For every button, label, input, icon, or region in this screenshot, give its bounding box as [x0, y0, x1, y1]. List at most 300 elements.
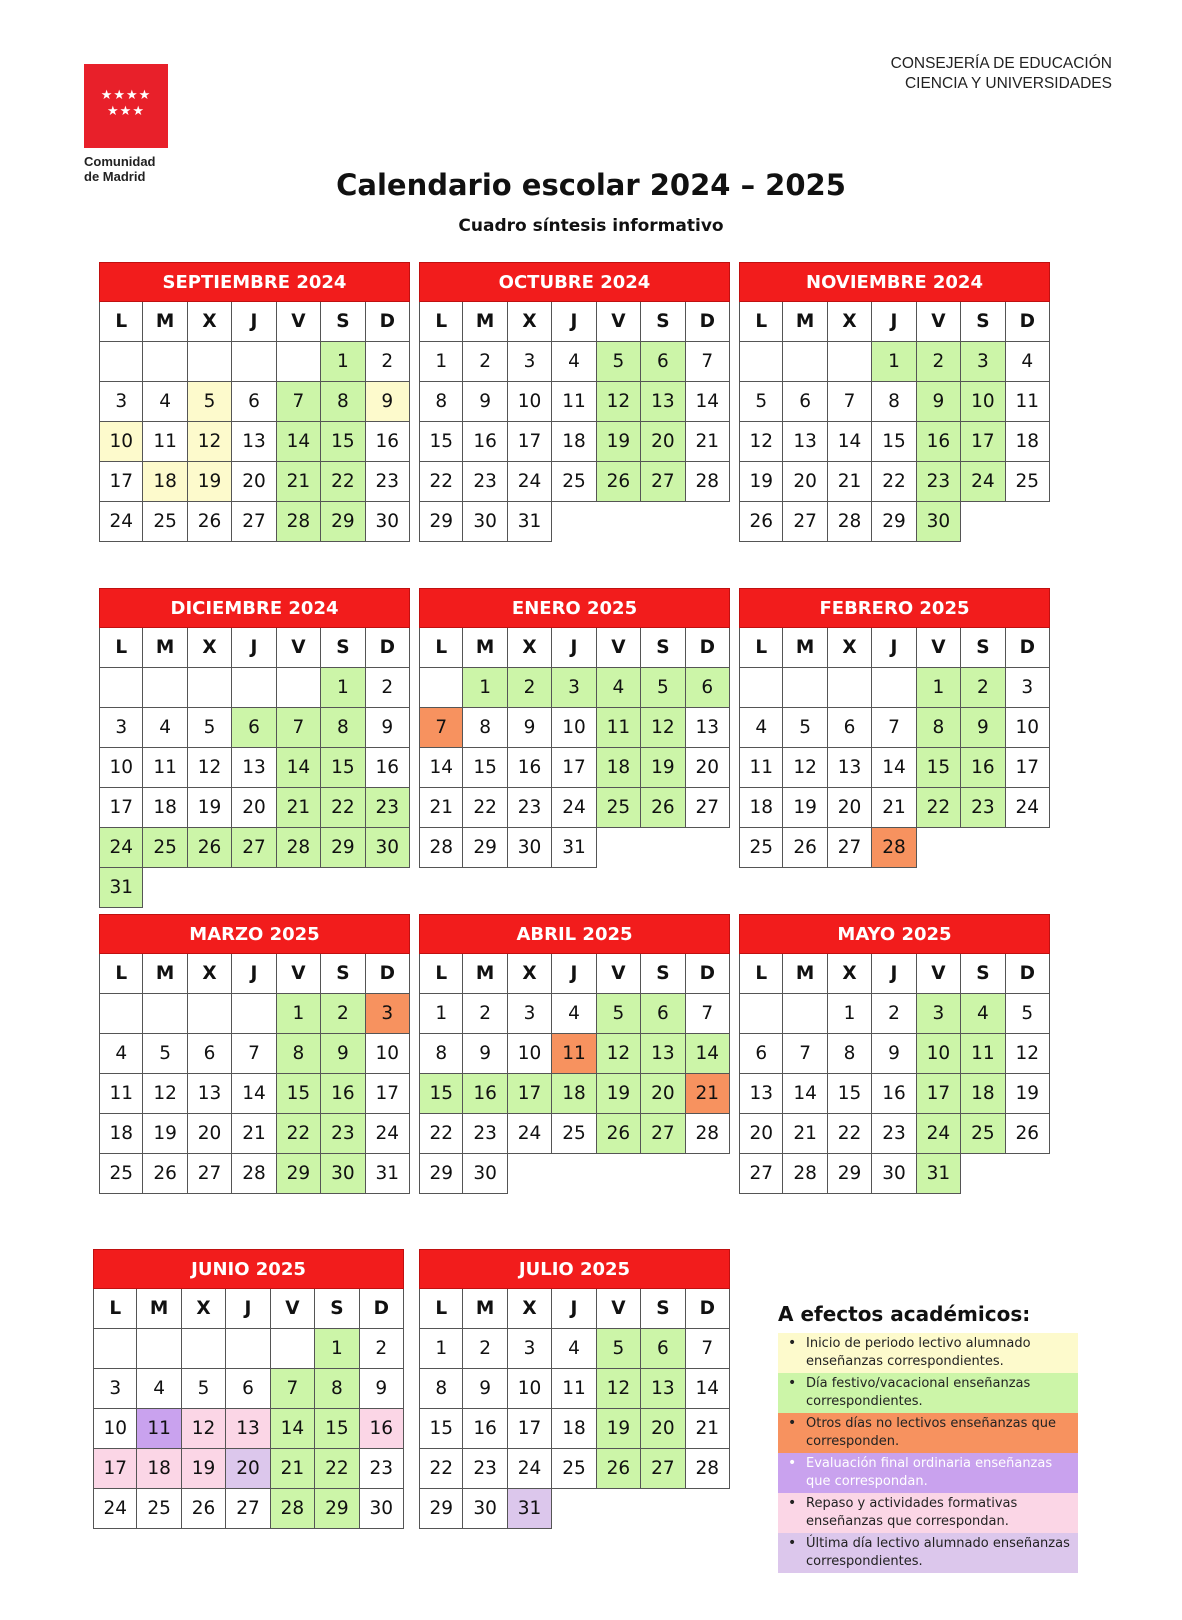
calendar-day: 28 [271, 1489, 315, 1529]
calendar-day: 16 [360, 1409, 404, 1449]
calendar-day: 31 [508, 502, 552, 542]
month-title: SEPTIEMBRE 2024 [99, 262, 410, 302]
calendar-day: 28 [277, 502, 321, 542]
calendar-day: 15 [419, 1409, 463, 1449]
calendar-day: 23 [508, 788, 552, 828]
calendar-day: 4 [961, 994, 1005, 1034]
calendar-day: 12 [143, 1074, 187, 1114]
calendar-day: 15 [321, 748, 365, 788]
calendar-day: 2 [508, 668, 552, 708]
weekday-header: S [641, 302, 685, 342]
calendar-day: 21 [783, 1114, 827, 1154]
page-title: Calendario escolar 2024 – 2025 [336, 168, 846, 202]
calendar-day: 9 [508, 708, 552, 748]
calendar-day: 10 [508, 1369, 552, 1409]
calendar-day: 26 [143, 1154, 187, 1194]
calendar-day: 12 [597, 1034, 641, 1074]
calendar-day: 25 [552, 1449, 596, 1489]
calendar-day: 1 [872, 342, 916, 382]
calendar-day: 8 [321, 708, 365, 748]
empty-cell [739, 342, 783, 382]
month-enero-2025 [419, 588, 730, 868]
calendar-day: 13 [641, 1369, 685, 1409]
calendar-day: 11 [143, 748, 187, 788]
calendar-day: 12 [188, 748, 232, 788]
empty-cell [552, 502, 596, 542]
weekday-header: L [419, 954, 463, 994]
legend-item-inicio: • Inicio de periodo lectivo alumnado enseñanzas correspondientes. [778, 1333, 1078, 1373]
calendar-day: 6 [232, 382, 276, 422]
calendar-day: 14 [232, 1074, 276, 1114]
calendar-day: 6 [232, 708, 276, 748]
calendar-day: 9 [463, 1034, 507, 1074]
calendar-day: 24 [99, 828, 143, 868]
calendar-day: 20 [783, 462, 827, 502]
month-abril-2025 [419, 914, 730, 1194]
calendar-day: 4 [1006, 342, 1050, 382]
weekday-header: M [463, 954, 507, 994]
weekday-header: J [226, 1289, 270, 1329]
calendar-day: 25 [961, 1114, 1005, 1154]
weekday-header: D [1006, 954, 1050, 994]
weekday-header: J [552, 302, 596, 342]
month-grid [419, 628, 730, 868]
calendar-day: 22 [872, 462, 916, 502]
weekday-header: L [419, 1289, 463, 1329]
calendar-day: 22 [419, 462, 463, 502]
calendar-day: 27 [686, 788, 730, 828]
calendar-day: 22 [463, 788, 507, 828]
calendar-day: 5 [182, 1369, 226, 1409]
calendar-day: 8 [277, 1034, 321, 1074]
calendar-day: 11 [99, 1074, 143, 1114]
calendar-day: 27 [739, 1154, 783, 1194]
calendar-day: 18 [961, 1074, 1005, 1114]
calendar-day: 25 [597, 788, 641, 828]
weekday-header: V [597, 1289, 641, 1329]
month-diciembre-2024 [99, 588, 410, 908]
calendar-day: 8 [872, 382, 916, 422]
calendar-day: 25 [99, 1154, 143, 1194]
calendar-day: 1 [917, 668, 961, 708]
calendar-day: 23 [463, 1449, 507, 1489]
logo-text-line2: de Madrid [84, 169, 146, 184]
calendar-day: 29 [419, 1489, 463, 1529]
empty-cell [641, 1489, 685, 1529]
calendar-day: 5 [1006, 994, 1050, 1034]
weekday-header: M [783, 628, 827, 668]
empty-cell [552, 1489, 596, 1529]
calendar-day: 12 [597, 1369, 641, 1409]
calendar-day: 22 [277, 1114, 321, 1154]
weekday-header: S [641, 1289, 685, 1329]
calendar-day: 1 [419, 342, 463, 382]
calendar-day: 14 [783, 1074, 827, 1114]
calendar-day: 21 [686, 422, 730, 462]
page-subtitle: Cuadro síntesis informativo [458, 216, 724, 236]
calendar-day: 21 [686, 1074, 730, 1114]
weekday-header: J [872, 302, 916, 342]
empty-cell [143, 668, 187, 708]
calendar-day: 27 [226, 1489, 270, 1529]
empty-cell [552, 1154, 596, 1194]
weekday-header: M [463, 1289, 507, 1329]
weekday-header: L [739, 954, 783, 994]
calendar-day: 9 [872, 1034, 916, 1074]
calendar-day: 14 [419, 748, 463, 788]
calendar-day: 5 [188, 708, 232, 748]
calendar-day: 28 [232, 1154, 276, 1194]
calendar-day: 24 [508, 462, 552, 502]
month-noviembre-2024 [739, 262, 1050, 542]
month-title: ABRIL 2025 [419, 914, 730, 954]
month-grid [99, 302, 410, 542]
calendar-day: 23 [360, 1449, 404, 1489]
calendar-day: 2 [463, 994, 507, 1034]
calendar-day: 17 [961, 422, 1005, 462]
calendar-day: 30 [917, 502, 961, 542]
calendar-day: 2 [360, 1329, 404, 1369]
calendar-day: 10 [917, 1034, 961, 1074]
weekday-header: D [686, 1289, 730, 1329]
calendar-day: 21 [828, 462, 872, 502]
calendar-day: 11 [961, 1034, 1005, 1074]
calendar-day: 16 [463, 422, 507, 462]
month-grid [93, 1289, 404, 1529]
empty-cell [419, 668, 463, 708]
empty-cell [232, 994, 276, 1034]
empty-cell [226, 1329, 270, 1369]
empty-cell [99, 342, 143, 382]
weekday-header: L [739, 302, 783, 342]
calendar-day: 19 [182, 1449, 226, 1489]
calendar-day: 21 [277, 462, 321, 502]
empty-cell [366, 868, 410, 908]
calendar-day: 22 [315, 1449, 359, 1489]
weekday-header: X [508, 1289, 552, 1329]
weekday-header: J [232, 954, 276, 994]
calendar-day: 8 [321, 382, 365, 422]
calendar-day: 30 [463, 1489, 507, 1529]
weekday-header: J [552, 954, 596, 994]
calendar-day: 20 [828, 788, 872, 828]
calendar-day: 1 [321, 668, 365, 708]
calendar-day: 3 [93, 1369, 137, 1409]
calendar-day: 18 [739, 788, 783, 828]
calendar-day: 24 [99, 502, 143, 542]
calendar-day: 7 [686, 994, 730, 1034]
weekday-header: S [321, 628, 365, 668]
calendar-day: 15 [419, 1074, 463, 1114]
calendar-day: 29 [872, 502, 916, 542]
empty-cell [188, 342, 232, 382]
weekday-header: J [552, 1289, 596, 1329]
calendar-day: 11 [552, 1034, 596, 1074]
calendar-day: 4 [137, 1369, 181, 1409]
month-marzo-2025 [99, 914, 410, 1194]
calendar-day: 25 [137, 1489, 181, 1529]
empty-cell [277, 868, 321, 908]
calendar-day: 8 [917, 708, 961, 748]
calendar-day: 18 [597, 748, 641, 788]
calendar-day: 9 [366, 382, 410, 422]
calendar-day: 29 [419, 502, 463, 542]
calendar-day: 23 [917, 462, 961, 502]
calendar-day: 24 [93, 1489, 137, 1529]
calendar-day: 6 [739, 1034, 783, 1074]
calendar-day: 6 [188, 1034, 232, 1074]
calendar-day: 2 [917, 342, 961, 382]
calendar-day: 30 [366, 502, 410, 542]
month-octubre-2024 [419, 262, 730, 542]
empty-cell [641, 828, 685, 868]
empty-cell [686, 828, 730, 868]
calendar-day: 22 [419, 1114, 463, 1154]
weekday-header: S [961, 954, 1005, 994]
calendar-day: 17 [552, 748, 596, 788]
calendar-day: 12 [188, 422, 232, 462]
calendar-day: 18 [1006, 422, 1050, 462]
calendar-day: 21 [271, 1449, 315, 1489]
calendar-day: 10 [552, 708, 596, 748]
calendar-day: 17 [508, 1409, 552, 1449]
calendar-day: 3 [508, 1329, 552, 1369]
month-mayo-2025 [739, 914, 1050, 1194]
calendar-day: 30 [366, 828, 410, 868]
calendar-day: 16 [508, 748, 552, 788]
calendar-day: 21 [277, 788, 321, 828]
calendar-day: 20 [188, 1114, 232, 1154]
calendar-day: 24 [917, 1114, 961, 1154]
calendar-day: 15 [463, 748, 507, 788]
empty-cell [783, 668, 827, 708]
calendar-day: 2 [321, 994, 365, 1034]
calendar-day: 2 [961, 668, 1005, 708]
calendar-day: 1 [321, 342, 365, 382]
calendar-day: 4 [552, 342, 596, 382]
weekday-header: V [597, 954, 641, 994]
month-septiembre-2024 [99, 262, 410, 542]
department-line1: CONSEJERÍA DE EDUCACIÓN [890, 55, 1112, 72]
empty-cell [828, 342, 872, 382]
calendar-day: 22 [321, 788, 365, 828]
legend-item-evaluacion: • Evaluación final ordinaria enseñanzas que correspondan. [778, 1453, 1078, 1493]
weekday-header: L [419, 302, 463, 342]
calendar-day: 14 [686, 382, 730, 422]
calendar-day: 11 [143, 422, 187, 462]
calendar-day: 5 [641, 668, 685, 708]
calendar-day: 22 [321, 462, 365, 502]
month-grid [419, 1289, 730, 1529]
empty-cell [232, 342, 276, 382]
calendar-day: 7 [686, 1329, 730, 1369]
calendar-day: 26 [1006, 1114, 1050, 1154]
weekday-header: M [143, 628, 187, 668]
empty-cell [188, 994, 232, 1034]
calendar-day: 20 [232, 788, 276, 828]
calendar-day: 5 [597, 342, 641, 382]
calendar-day: 17 [917, 1074, 961, 1114]
calendar-day: 17 [366, 1074, 410, 1114]
weekday-header: M [143, 302, 187, 342]
calendar-day: 6 [226, 1369, 270, 1409]
calendar-day: 29 [277, 1154, 321, 1194]
weekday-header: L [93, 1289, 137, 1329]
calendar-day: 10 [508, 382, 552, 422]
calendar-day: 26 [641, 788, 685, 828]
comunidad-madrid-logo [84, 64, 172, 184]
logo-text-line1: Comunidad [84, 154, 156, 169]
empty-cell [277, 668, 321, 708]
calendar-day: 20 [226, 1449, 270, 1489]
calendar-day: 1 [315, 1329, 359, 1369]
calendar-day: 5 [783, 708, 827, 748]
calendar-day: 14 [872, 748, 916, 788]
calendar-day: 7 [783, 1034, 827, 1074]
calendar-day: 16 [463, 1409, 507, 1449]
weekday-header: V [917, 628, 961, 668]
calendar-day: 28 [872, 828, 916, 868]
calendar-day: 26 [597, 462, 641, 502]
calendar-day: 26 [597, 1449, 641, 1489]
month-title: OCTUBRE 2024 [419, 262, 730, 302]
calendar-day: 8 [828, 1034, 872, 1074]
weekday-header: S [321, 954, 365, 994]
calendar-day: 5 [597, 994, 641, 1034]
calendar-day: 10 [99, 422, 143, 462]
empty-cell [182, 1329, 226, 1369]
calendar-day: 3 [1006, 668, 1050, 708]
calendar-day: 16 [917, 422, 961, 462]
calendar-day: 30 [463, 502, 507, 542]
calendar-day: 19 [143, 1114, 187, 1154]
empty-cell [872, 668, 916, 708]
weekday-header: J [872, 954, 916, 994]
calendar-day: 3 [508, 994, 552, 1034]
calendar-day: 24 [508, 1449, 552, 1489]
weekday-header: L [739, 628, 783, 668]
calendar-day: 23 [366, 788, 410, 828]
weekday-header: J [232, 302, 276, 342]
calendar-day: 19 [597, 1074, 641, 1114]
calendar-day: 13 [232, 748, 276, 788]
legend-item-repaso: • Repaso y actividades formativas enseñanzas que correspondan. [778, 1493, 1078, 1533]
weekday-header: D [686, 302, 730, 342]
calendar-day: 7 [277, 708, 321, 748]
calendar-day: 11 [137, 1409, 181, 1449]
calendar-day: 26 [188, 502, 232, 542]
empty-cell [828, 668, 872, 708]
calendar-day: 24 [961, 462, 1005, 502]
calendar-day: 3 [552, 668, 596, 708]
calendar-day: 9 [463, 382, 507, 422]
calendar-day: 31 [508, 1489, 552, 1529]
calendar-day: 26 [739, 502, 783, 542]
calendar-day: 13 [641, 382, 685, 422]
calendar-day: 12 [1006, 1034, 1050, 1074]
calendar-day: 17 [99, 462, 143, 502]
weekday-header: M [143, 954, 187, 994]
empty-cell [277, 342, 321, 382]
weekday-header: X [828, 628, 872, 668]
calendar-day: 16 [463, 1074, 507, 1114]
month-title: MARZO 2025 [99, 914, 410, 954]
calendar-day: 29 [315, 1489, 359, 1529]
empty-cell [143, 994, 187, 1034]
calendar-day: 10 [99, 748, 143, 788]
calendar-day: 11 [1006, 382, 1050, 422]
calendar-day: 20 [641, 1409, 685, 1449]
weekday-header: X [188, 954, 232, 994]
calendar-day: 5 [143, 1034, 187, 1074]
calendar-day: 23 [961, 788, 1005, 828]
calendar-day: 31 [99, 868, 143, 908]
weekday-header: M [463, 628, 507, 668]
department-name [891, 54, 1112, 94]
legend-title: A efectos académicos: [778, 1302, 1031, 1326]
calendar-day: 23 [463, 1114, 507, 1154]
weekday-header: J [552, 628, 596, 668]
calendar-day: 2 [463, 1329, 507, 1369]
empty-cell [137, 1329, 181, 1369]
weekday-header: S [641, 628, 685, 668]
calendar-day: 27 [232, 828, 276, 868]
calendar-day: 28 [828, 502, 872, 542]
calendar-day: 10 [961, 382, 1005, 422]
empty-cell [143, 342, 187, 382]
empty-cell [1006, 828, 1050, 868]
calendar-day: 29 [828, 1154, 872, 1194]
calendar-day: 25 [739, 828, 783, 868]
calendar-day: 15 [315, 1409, 359, 1449]
calendar-day: 12 [641, 708, 685, 748]
weekday-header: X [828, 302, 872, 342]
weekday-header: V [277, 628, 321, 668]
empty-cell [232, 668, 276, 708]
calendar-day: 28 [686, 1114, 730, 1154]
calendar-day: 17 [99, 788, 143, 828]
calendar-day: 31 [917, 1154, 961, 1194]
empty-cell [271, 1329, 315, 1369]
calendar-day: 14 [686, 1034, 730, 1074]
calendar-day: 9 [961, 708, 1005, 748]
empty-cell [641, 502, 685, 542]
calendar-day: 28 [783, 1154, 827, 1194]
month-title: ENERO 2025 [419, 588, 730, 628]
weekday-header: S [961, 628, 1005, 668]
calendar-day: 7 [828, 382, 872, 422]
weekday-header: S [315, 1289, 359, 1329]
calendar-day: 6 [641, 342, 685, 382]
calendar-day: 29 [419, 1154, 463, 1194]
calendar-day: 24 [366, 1114, 410, 1154]
calendar-day: 30 [872, 1154, 916, 1194]
calendar-day: 7 [872, 708, 916, 748]
calendar-day: 5 [597, 1329, 641, 1369]
calendar-day: 6 [641, 994, 685, 1034]
calendar-day: 10 [508, 1034, 552, 1074]
calendar-day: 29 [463, 828, 507, 868]
legend-item-ultimo-dia: • Última día lectivo alumnado enseñanzas correspondientes. [778, 1533, 1078, 1573]
calendar-day: 30 [508, 828, 552, 868]
calendar-day: 3 [917, 994, 961, 1034]
empty-cell [188, 868, 232, 908]
calendar-day: 15 [872, 422, 916, 462]
calendar-day: 14 [277, 748, 321, 788]
calendar-day: 13 [739, 1074, 783, 1114]
empty-cell [686, 1154, 730, 1194]
calendar-day: 4 [143, 382, 187, 422]
